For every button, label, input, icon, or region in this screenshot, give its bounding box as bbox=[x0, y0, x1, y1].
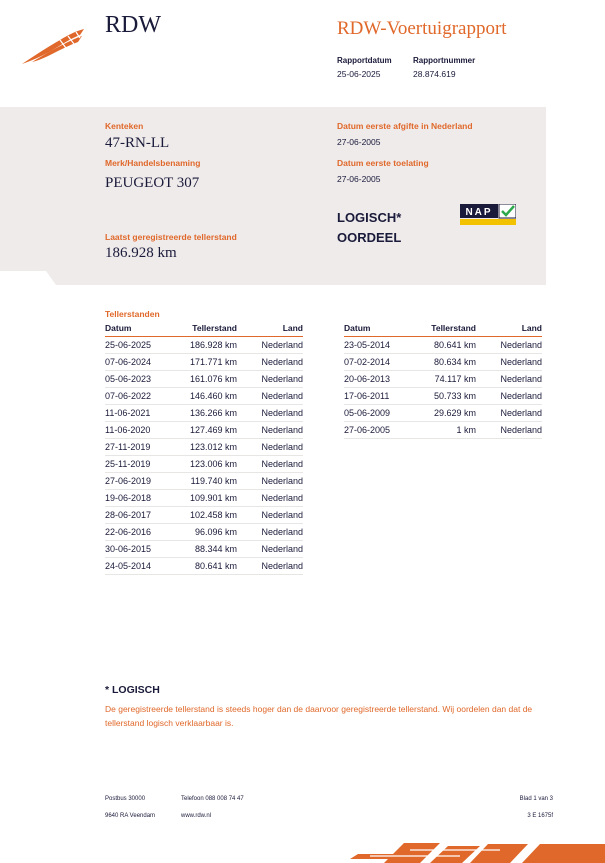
table-row bbox=[344, 404, 542, 421]
table-row bbox=[105, 353, 303, 370]
reading-km: 171.771 km bbox=[171, 353, 237, 370]
reading-km: 102.458 km bbox=[171, 506, 237, 523]
verdict-line-1: LOGISCH* bbox=[337, 210, 402, 225]
reading-km: 80.641 km bbox=[171, 557, 237, 574]
reading-land: Nederland bbox=[476, 353, 542, 370]
brand-name: RDW bbox=[105, 12, 161, 38]
make-value: PEUGEOT 307 bbox=[105, 175, 200, 191]
footer-website: www.rdw.nl bbox=[181, 813, 212, 819]
reading-date: 23-05-2014 bbox=[344, 336, 410, 353]
reading-land: Nederland bbox=[237, 370, 303, 387]
reading-date: 17-06-2011 bbox=[344, 387, 410, 404]
table-row bbox=[105, 404, 303, 421]
table-row bbox=[105, 455, 303, 472]
reading-date: 30-06-2015 bbox=[105, 540, 171, 557]
reading-km: 146.460 km bbox=[171, 387, 237, 404]
reading-date: 25-11-2019 bbox=[105, 455, 171, 472]
reading-date: 27-06-2005 bbox=[344, 421, 410, 438]
reading-land: Nederland bbox=[237, 336, 303, 353]
reading-km: 88.344 km bbox=[171, 540, 237, 557]
plate-label: Kenteken bbox=[105, 121, 144, 131]
reading-land: Nederland bbox=[237, 540, 303, 557]
report-date: 25-06-2025 bbox=[337, 69, 381, 79]
header-date: Datum bbox=[105, 322, 171, 336]
first-admission-value: 27-06-2005 bbox=[337, 174, 381, 184]
reading-km: 123.012 km bbox=[171, 438, 237, 455]
table-header-row bbox=[344, 322, 542, 336]
footnote-title: * LOGISCH bbox=[105, 684, 160, 696]
readings-title: Tellerstanden bbox=[105, 309, 160, 319]
table-row bbox=[344, 387, 542, 404]
reading-date: 20-06-2013 bbox=[344, 370, 410, 387]
footer-stripes-icon bbox=[350, 840, 605, 863]
odometer-label: Laatst geregistreerde tellerstand bbox=[105, 232, 237, 242]
reading-land: Nederland bbox=[237, 387, 303, 404]
table-row bbox=[105, 438, 303, 455]
reading-date: 11-06-2021 bbox=[105, 404, 171, 421]
first-nl-label: Datum eerste afgifte in Nederland bbox=[337, 121, 473, 131]
reading-km: 96.096 km bbox=[171, 523, 237, 540]
footer-code: 3 E 1675f bbox=[527, 813, 553, 819]
reading-land: Nederland bbox=[476, 404, 542, 421]
reading-land: Nederland bbox=[237, 353, 303, 370]
reading-land: Nederland bbox=[237, 438, 303, 455]
plate-value: 47-RN-LL bbox=[105, 135, 170, 151]
rdw-logo-icon bbox=[20, 26, 90, 66]
footer-phone: Telefoon 088 008 74 47 bbox=[181, 796, 244, 802]
header-land: Land bbox=[476, 322, 542, 336]
reading-date: 07-06-2022 bbox=[105, 387, 171, 404]
table-row bbox=[105, 387, 303, 404]
reading-km: 119.740 km bbox=[171, 472, 237, 489]
vehicle-summary-band bbox=[0, 107, 546, 271]
reading-date: 27-06-2019 bbox=[105, 472, 171, 489]
reading-land: Nederland bbox=[237, 472, 303, 489]
reading-km: 109.901 km bbox=[171, 489, 237, 506]
verdict bbox=[337, 208, 427, 248]
table-row bbox=[105, 540, 303, 557]
report-date-label: Rapportdatum bbox=[337, 56, 392, 65]
reading-km: 29.629 km bbox=[410, 404, 476, 421]
table-header-row bbox=[105, 322, 303, 336]
reading-date: 25-06-2025 bbox=[105, 336, 171, 353]
table-row bbox=[344, 336, 542, 353]
make-label: Merk/Handelsbenaming bbox=[105, 158, 201, 168]
table-row bbox=[105, 506, 303, 523]
reading-km: 80.634 km bbox=[410, 353, 476, 370]
footer-postbus: Postbus 30000 bbox=[105, 796, 146, 802]
reading-date: 07-02-2014 bbox=[344, 353, 410, 370]
reading-land: Nederland bbox=[476, 336, 542, 353]
reading-km: 186.928 km bbox=[171, 336, 237, 353]
nap-check-icon bbox=[460, 204, 516, 226]
table-row bbox=[105, 336, 303, 353]
table-row bbox=[105, 421, 303, 438]
table-row bbox=[105, 489, 303, 506]
readings-table-left bbox=[105, 322, 303, 575]
reading-date: 19-06-2018 bbox=[105, 489, 171, 506]
reading-km: 127.469 km bbox=[171, 421, 237, 438]
band-notch bbox=[56, 271, 546, 285]
reading-land: Nederland bbox=[476, 370, 542, 387]
reading-date: 24-05-2014 bbox=[105, 557, 171, 574]
table-row bbox=[105, 472, 303, 489]
reading-land: Nederland bbox=[237, 489, 303, 506]
reading-date: 05-06-2023 bbox=[105, 370, 171, 387]
reading-km: 161.076 km bbox=[171, 370, 237, 387]
footnote-text: De geregistreerde tellerstand is steeds hoger dan de daarvoor geregistreerde tellerstand. Wij oordelen dan dat de tellerstand logisch verklaarbaar is. bbox=[105, 704, 533, 728]
report-title: RDW-Voertuigrapport bbox=[337, 18, 507, 39]
footer-page: Blad 1 van 3 bbox=[519, 796, 553, 802]
reading-land: Nederland bbox=[237, 404, 303, 421]
reading-land: Nederland bbox=[237, 455, 303, 472]
table-row bbox=[105, 557, 303, 574]
reading-land: Nederland bbox=[237, 523, 303, 540]
footer-address: 9640 RA Veendam bbox=[105, 813, 156, 819]
header-km: Tellerstand bbox=[410, 322, 476, 336]
readings-table-right bbox=[344, 322, 542, 439]
reading-km: 74.117 km bbox=[410, 370, 476, 387]
reading-date: 27-11-2019 bbox=[105, 438, 171, 455]
reading-land: Nederland bbox=[237, 506, 303, 523]
reading-date: 11-06-2020 bbox=[105, 421, 171, 438]
table-row bbox=[344, 370, 542, 387]
reading-land: Nederland bbox=[476, 387, 542, 404]
reading-land: Nederland bbox=[237, 557, 303, 574]
reading-km: 50.733 km bbox=[410, 387, 476, 404]
table-row bbox=[344, 421, 542, 438]
table-row bbox=[105, 523, 303, 540]
report-number: 28.874.619 bbox=[413, 69, 456, 79]
reading-date: 07-06-2024 bbox=[105, 353, 171, 370]
header-land: Land bbox=[237, 322, 303, 336]
reading-land: Nederland bbox=[237, 421, 303, 438]
report-number-label: Rapportnummer bbox=[413, 56, 476, 65]
reading-km: 1 km bbox=[410, 421, 476, 438]
first-admission-label: Datum eerste toelating bbox=[337, 158, 429, 168]
band-notch-corner bbox=[46, 271, 56, 285]
reading-km: 123.006 km bbox=[171, 455, 237, 472]
header-date: Datum bbox=[344, 322, 410, 336]
nap-letters: NAP bbox=[465, 207, 493, 218]
first-nl-value: 27-06-2005 bbox=[337, 137, 381, 147]
reading-land: Nederland bbox=[476, 421, 542, 438]
reading-km: 80.641 km bbox=[410, 336, 476, 353]
verdict-line-2: OORDEEL bbox=[337, 230, 402, 245]
reading-date: 28-06-2017 bbox=[105, 506, 171, 523]
header-km: Tellerstand bbox=[171, 322, 237, 336]
table-row bbox=[344, 353, 542, 370]
reading-date: 22-06-2016 bbox=[105, 523, 171, 540]
table-row bbox=[105, 370, 303, 387]
reading-km: 136.266 km bbox=[171, 404, 237, 421]
reading-date: 05-06-2009 bbox=[344, 404, 410, 421]
odometer-value: 186.928 km bbox=[105, 245, 177, 261]
